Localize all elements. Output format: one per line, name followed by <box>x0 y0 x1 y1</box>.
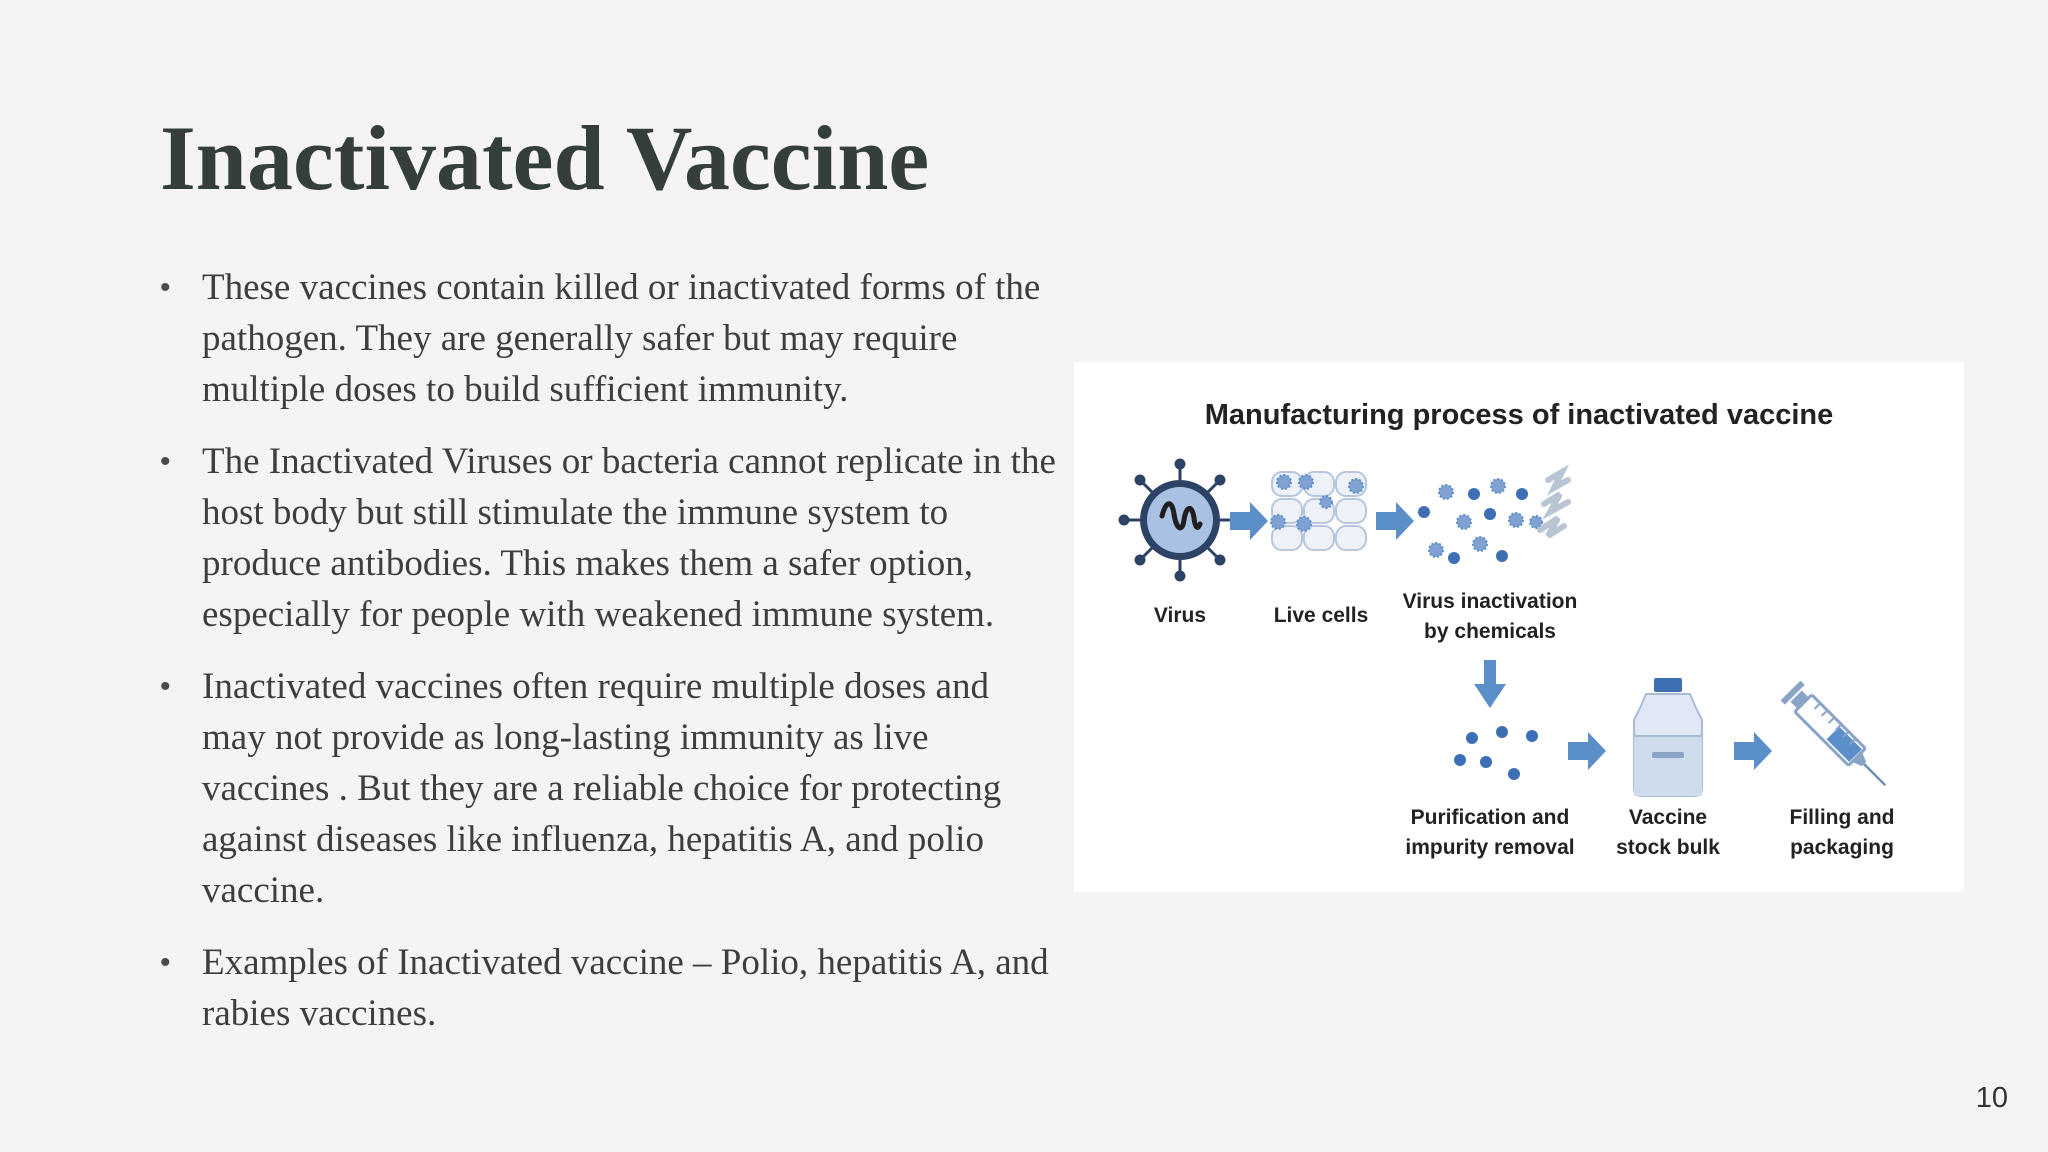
step-label-virus: Virus <box>1153 604 1207 627</box>
arrow-down-icon <box>1474 660 1506 708</box>
arrow-right-icon <box>1734 732 1772 770</box>
arrow-right-icon <box>1230 502 1268 540</box>
arrow-right-icon <box>1568 732 1606 770</box>
step-label-inactivation-line2: by chemicals <box>1424 620 1556 643</box>
virus-icon <box>1120 460 1240 580</box>
bullet-item <box>160 937 1060 1039</box>
manufacturing-process-figure <box>1074 362 1964 892</box>
syringe-icon <box>1781 681 1896 796</box>
step-label-purification-line1: Purification and <box>1410 806 1570 829</box>
step-label-inactivation-line1: Virus inactivation <box>1402 590 1578 613</box>
step-label-filling-line2: packaging <box>1790 836 1894 859</box>
bullet-dot-icon: • <box>160 271 171 304</box>
bullet-list <box>160 262 1060 1060</box>
step-label-stock-line1: Vaccine <box>1628 806 1708 829</box>
inactivated-particles-icon <box>1418 472 1568 564</box>
step-label-purification-line2: impurity removal <box>1405 836 1575 859</box>
page-number: 10 <box>1975 1082 2008 1114</box>
live-cells-icon <box>1271 472 1366 550</box>
slide-title: Inactivated Vaccine <box>160 107 930 209</box>
bullet-text: These vaccines contain killed or inactivated forms of the pathogen. They are generally safer but may require multiple doses to build sufficient immunity. <box>202 267 1041 410</box>
bullet-item <box>160 436 1060 640</box>
bullet-dot-icon: • <box>160 946 171 979</box>
step-label-live-cells: Live cells <box>1273 604 1369 627</box>
arrow-right-icon <box>1376 502 1414 540</box>
bullet-text: The Inactivated Viruses or bacteria cannot replicate in the host body but still stimulate the immune system to produce antibodies. This makes them a safer option, especially for people with weakened immune system. <box>202 441 1056 635</box>
bullet-dot-icon: • <box>160 445 171 478</box>
step-label-filling-line1: Filling and <box>1789 806 1895 829</box>
bullet-text: Examples of Inactivated vaccine – Polio, hepatitis A, and rabies vaccines. <box>202 942 1049 1034</box>
vaccine-bottle-icon <box>1634 678 1702 796</box>
figure-title: Manufacturing process of inactivated vaccine <box>1204 399 1834 431</box>
bullet-dot-icon: • <box>160 670 171 703</box>
bullet-item <box>160 661 1060 916</box>
purified-antigen-icon <box>1454 726 1538 780</box>
step-label-stock-line2: stock bulk <box>1616 836 1720 859</box>
bullet-item <box>160 262 1060 415</box>
bullet-text: Inactivated vaccines often require multiple doses and may not provide as long-lasting immunity as live vaccines . But they are a reliable choice for protecting against diseases like influenza, hepatitis A, and polio vaccine. <box>202 666 1002 911</box>
